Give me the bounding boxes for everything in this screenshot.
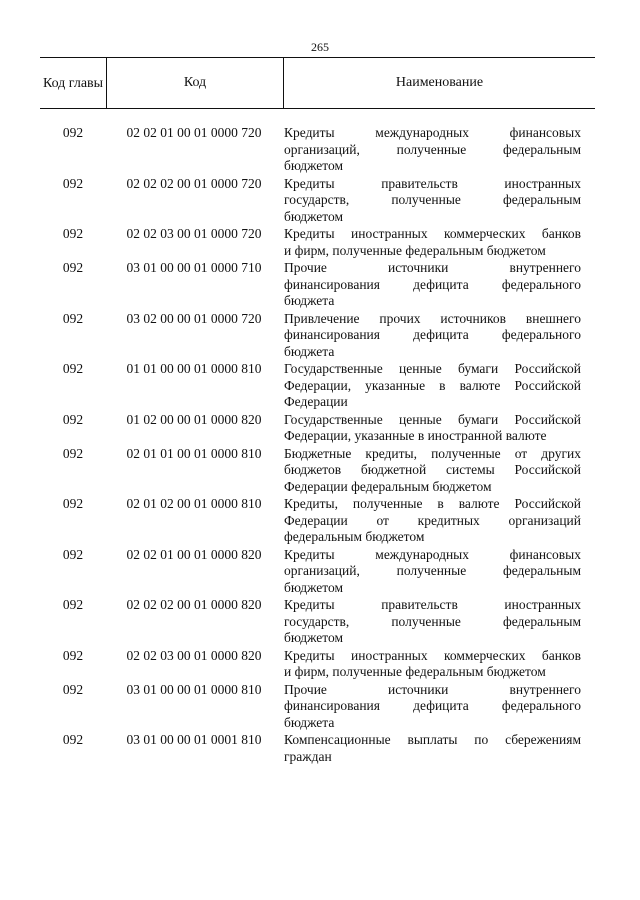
name-line: и фирм, полученные федеральным бюджетом [284,242,546,258]
name-line: бюджетом [284,158,344,173]
table-row [40,226,595,259]
code-cell: 02 01 02 00 01 0000 810 [126,496,262,511]
table-header [40,57,595,109]
name-line: Привлечение прочих источников внешнего [284,310,581,326]
chapter-code-cell: 092 [62,681,84,697]
code-cell: 02 02 01 00 01 0000 820 [126,546,262,562]
name-line: Государственные ценные бумаги Российской [284,411,581,427]
table-row [40,597,595,647]
chapter-code-cell: 092 [62,125,84,140]
name-line: организаций, полученные федеральным [284,141,581,157]
name-line: Кредиты, полученные в валюте Российской [284,496,581,511]
name-line: Кредиты иностранных коммерческих банков [284,647,581,663]
code-cell: 01 01 00 00 01 0000 810 [126,361,262,376]
name-line: федеральным бюджетом [284,529,425,544]
name-line: Бюджетные кредиты, полученные от других [284,445,581,461]
name-line: Государственные ценные бумаги Российской [284,361,581,376]
chapter-code-cell: 092 [62,310,84,326]
name-cell [282,496,595,546]
table-body [40,125,595,766]
name-line: Компенсационные выплаты по сбережениям [284,732,581,747]
table-row [40,176,595,226]
name-cell [282,648,595,681]
code-cell: 03 01 00 00 01 0000 710 [126,260,262,275]
name-line: финансирования дефицита федерального [284,698,581,713]
name-line: Федерации, указанные в валюте Российской [284,377,581,393]
page-number: 265 [311,40,329,54]
code-cell: 02 02 02 00 01 0000 820 [126,597,262,612]
table-row [40,125,595,175]
name-line: Федерации [284,394,348,409]
name-line: Кредиты иностранных коммерческих банков [284,226,581,241]
name-line: финансирования дефицита федерального [284,327,581,342]
name-line: Кредиты правительств иностранных [284,175,581,191]
chapter-code-cell: 092 [62,445,84,461]
table-row [40,547,595,597]
name-line: государств, полученные федеральным [284,613,581,629]
header-code: Код [107,58,284,108]
chapter-code-cell: 092 [62,546,84,562]
name-cell [282,311,595,361]
name-line: Прочие источники внутреннего [284,260,581,275]
name-cell [282,412,595,445]
table-row [40,260,595,310]
name-line: бюджетом [284,208,344,224]
name-cell [282,176,595,226]
name-line: Прочие источники внутреннего [284,681,581,697]
name-cell [282,732,595,765]
chapter-code-cell: 092 [62,732,84,747]
name-line: Федерации от кредитных организаций [284,512,581,528]
name-cell [282,361,595,411]
name-cell [282,446,595,496]
name-line: Федерации, указанные в иностранной валюте [284,428,547,443]
name-line: финансирования дефицита федерального [284,276,581,292]
name-line: бюджетом [284,579,344,595]
name-line: государств, полученные федеральным [284,192,581,207]
code-cell: 02 02 03 00 01 0000 720 [126,226,262,241]
code-cell: 01 02 00 00 01 0000 820 [126,411,262,427]
table-row [40,682,595,732]
name-line: бюджета [284,714,335,730]
name-line: бюджета [284,343,335,359]
chapter-code-cell: 092 [62,597,84,612]
name-cell [282,682,595,732]
code-cell: 02 02 02 00 01 0000 720 [126,175,262,191]
name-line: бюджетов бюджетной системы Российской [284,462,581,477]
name-line: организаций, полученные федеральным [284,563,581,578]
code-cell: 03 01 00 00 01 0001 810 [126,732,262,747]
name-line: граждан [284,748,332,764]
chapter-code-cell: 092 [62,361,84,376]
table-row [40,732,595,765]
chapter-code-cell: 092 [62,647,84,663]
table-row [40,648,595,681]
name-line: бюджетом [284,630,344,645]
name-line: и фирм, полученные федеральным бюджетом [284,664,546,679]
header-name: Наименование [395,75,484,90]
table-row [40,496,595,546]
chapter-code-cell: 092 [62,175,84,191]
table-row [40,311,595,361]
code-cell: 03 02 00 00 01 0000 720 [126,310,262,326]
name-cell [282,226,595,259]
name-cell [282,597,595,647]
chapter-code-cell: 092 [62,226,84,241]
name-cell [282,547,595,597]
header-chapter-code: Код главы [40,58,107,108]
chapter-code-cell: 092 [62,411,84,427]
name-line: Кредиты международных финансовых [284,546,581,562]
name-cell [282,125,595,175]
name-line: Федерации федеральным бюджетом [284,478,492,494]
name-line: бюджета [284,293,335,308]
name-line: Кредиты правительств иностранных [284,597,581,612]
code-cell: 02 01 01 00 01 0000 810 [126,445,262,461]
code-cell: 02 02 03 00 01 0000 820 [126,647,262,663]
table-row [40,446,595,496]
chapter-code-cell: 092 [62,496,84,511]
name-cell [282,260,595,310]
code-cell: 02 02 01 00 01 0000 720 [126,125,262,140]
chapter-code-cell: 092 [62,260,84,275]
table-row [40,361,595,411]
name-line: Кредиты международных финансовых [284,125,581,140]
table-row [40,412,595,445]
code-cell: 03 01 00 00 01 0000 810 [126,681,262,697]
